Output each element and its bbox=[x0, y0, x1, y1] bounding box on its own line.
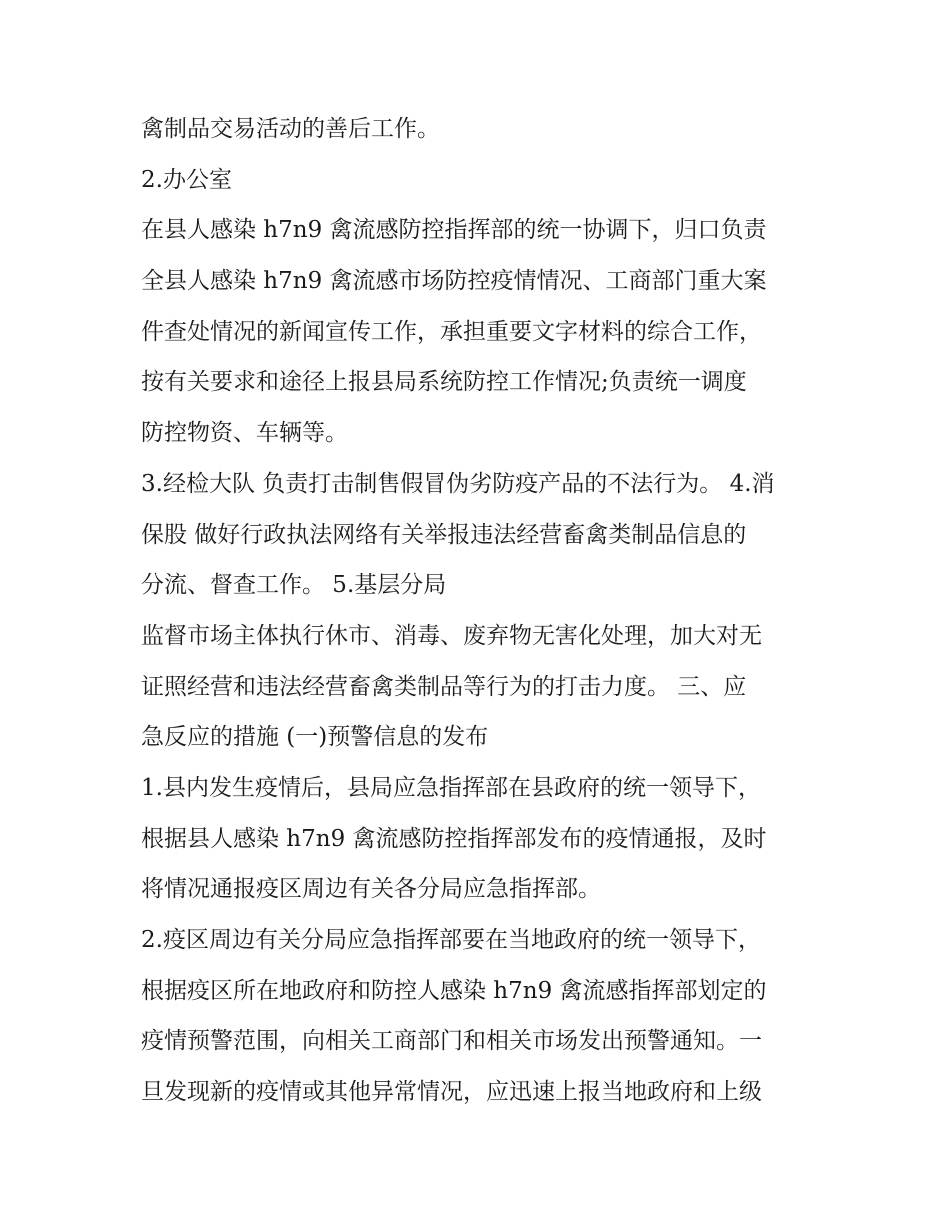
text-line: 件查处情况的新闻宣传工作，承担重要文字材料的综合工作， bbox=[141, 318, 762, 345]
text-line: 监督市场主体执行休市、消毒、废弃物无害化处理，加大对无 bbox=[141, 622, 762, 649]
text-line: 旦发现新的疫情或其他异常情况，应迅速上报当地政府和上级 bbox=[141, 1079, 762, 1106]
text-line: 禽制品交易活动的善后工作。 bbox=[141, 116, 440, 142]
document-body bbox=[141, 104, 821, 1118]
text-line: 证照经营和违法经营畜禽类制品等行为的打击力度。 三、应 bbox=[141, 673, 747, 700]
text-line: 保股 做好行政执法网络有关举报违法经营畜禽类制品信息的 bbox=[141, 521, 747, 548]
text-line: 2.疫区周边有关分局应急指挥部要在当地政府的统一领导下， bbox=[141, 927, 761, 953]
text-line: 按有关要求和途径上报县局系统防控工作情况;负责统一调度 bbox=[141, 369, 747, 396]
text-line: 防控物资、车辆等。 bbox=[141, 420, 348, 447]
text-line: 1.县内发生疫情后，县局应急指挥部在县政府的统一领导下， bbox=[141, 774, 761, 801]
text-line: 3.经检大队 负责打击制售假冒伪劣防疫产品的不法行为。 4.消 bbox=[141, 470, 775, 497]
section-heading: 2.办公室 bbox=[141, 166, 232, 193]
text-line: 根据疫区所在地政府和防控人感染 h7n9 禽流感指挥部划定的 bbox=[141, 977, 767, 1004]
text-line: 在县人感染 h7n9 禽流感防控指挥部的统一协调下，归口负责 bbox=[141, 217, 767, 244]
text-line: 疫情预警范围，向相关工商部门和相关市场发出预警通知。一 bbox=[141, 1028, 762, 1055]
text-line: 全县人感染 h7n9 禽流感市场防控疫情情况、工商部门重大案 bbox=[141, 268, 767, 295]
text-line: 急反应的措施 (一)预警信息的发布 bbox=[141, 724, 489, 751]
text-line: 根据县人感染 h7n9 禽流感防控指挥部发布的疫情通报，及时 bbox=[141, 825, 767, 852]
text-line: 分流、督查工作。 5.基层分局 bbox=[141, 572, 447, 599]
text-line: 将情况通报疫区周边有关各分局应急指挥部。 bbox=[141, 876, 601, 903]
